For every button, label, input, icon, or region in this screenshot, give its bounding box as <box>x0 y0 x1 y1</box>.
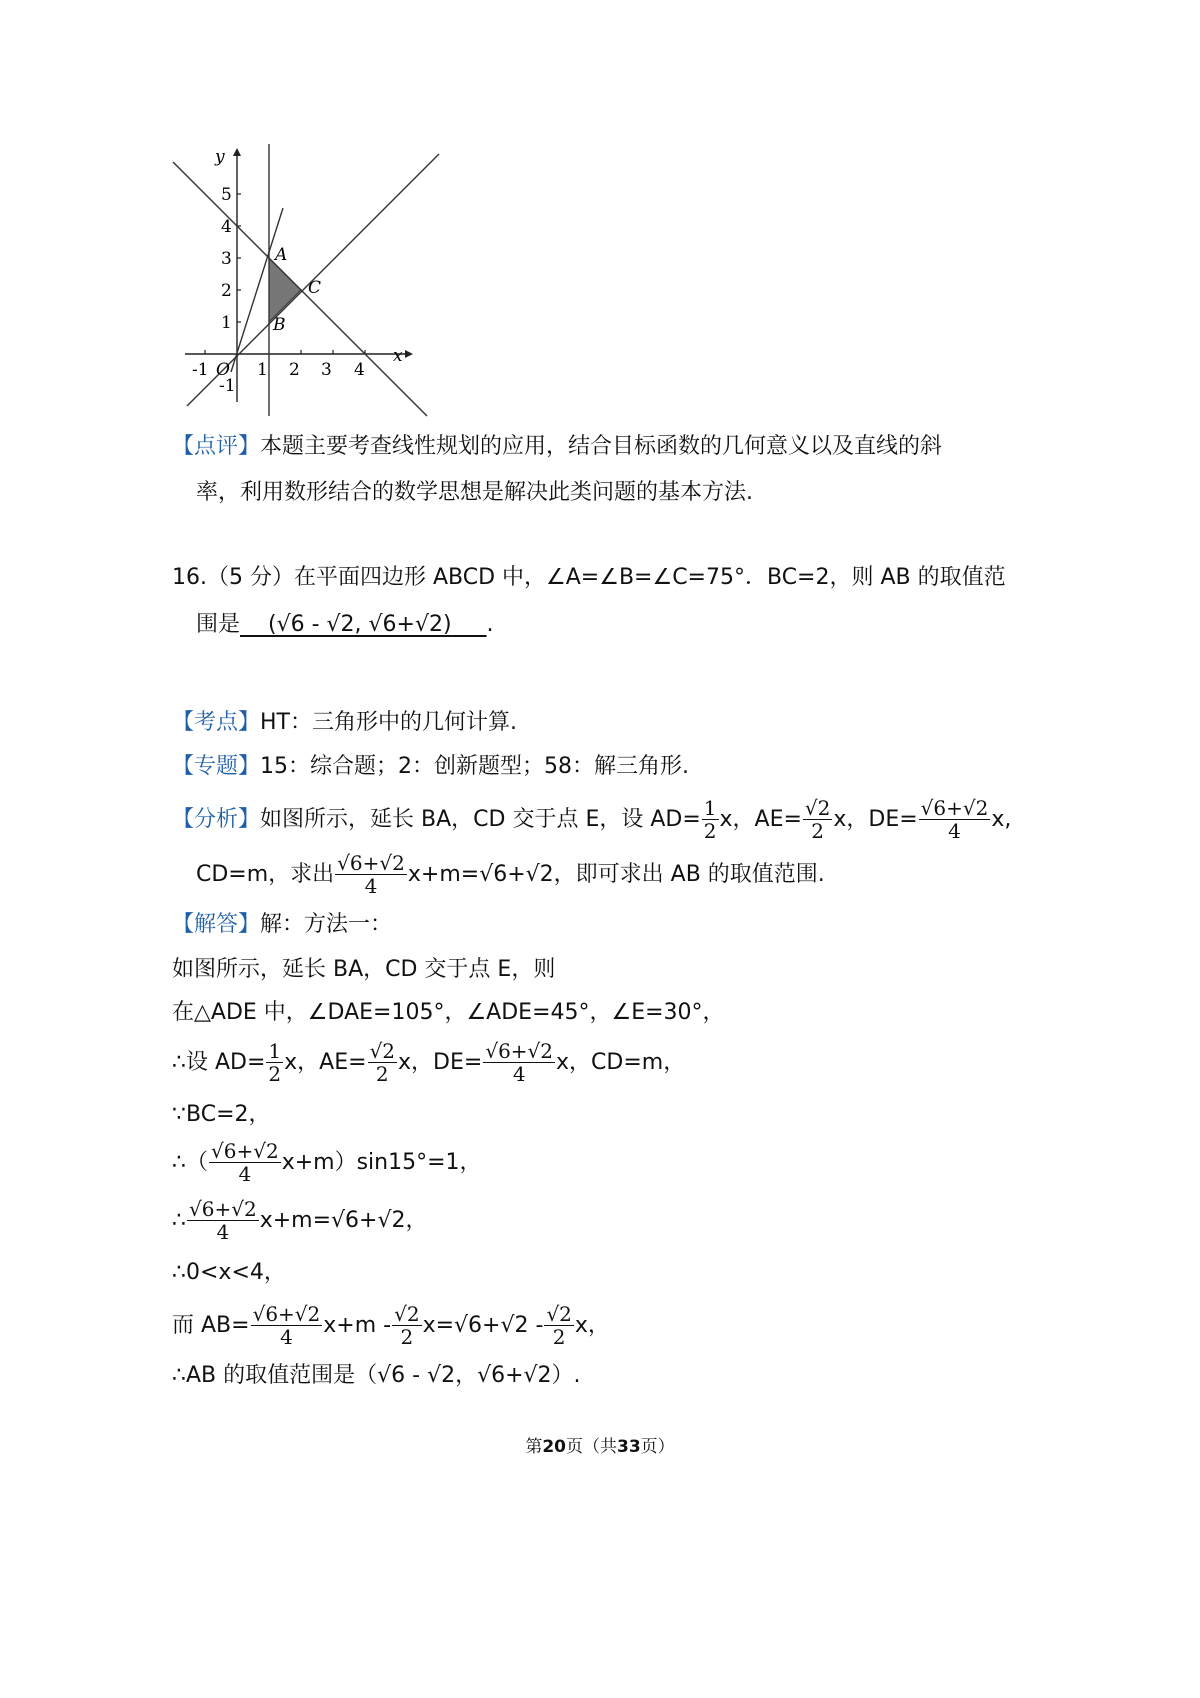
y-tick-label: 5 <box>221 185 232 205</box>
question-16-line-1 <box>172 563 1006 593</box>
jieda-line-6 <box>172 1198 428 1243</box>
answer-blank <box>240 612 487 637</box>
jieda-text: ∴0<x<4， <box>172 1260 286 1285</box>
review-text-1: 本题主要考查线性规划的应用，结合目标函数的几何意义以及直线的斜 <box>260 434 943 459</box>
question-16-text: 16.（5 分）在平面四边形 ABCD 中，∠A=∠B=∠C=75°．BC=2，则 AB 的取值范 <box>172 565 1006 590</box>
fenxi-line-1 <box>172 797 1011 842</box>
frac-den: 2 <box>400 1325 414 1349</box>
frac-num: √6+√2 <box>920 796 989 820</box>
y-axis-arrow-icon <box>233 148 241 156</box>
jieda-line-5 <box>172 1140 482 1185</box>
answer-value: (√6 - √2, √6+√2) <box>268 612 452 637</box>
point-label-c: C <box>308 278 322 298</box>
frac-den: 4 <box>280 1325 293 1349</box>
frac-num: √6+√2 <box>337 851 405 875</box>
page-footer <box>0 1432 1200 1457</box>
frac-den: 4 <box>512 1062 526 1086</box>
fenxi-text-c: x，DE= <box>833 806 918 832</box>
y-tick-label: 3 <box>221 249 232 269</box>
jieda-line-9 <box>172 1361 581 1391</box>
fraction-root2-over-2 <box>544 1303 573 1348</box>
frac-den: 4 <box>216 1220 230 1244</box>
frac-den: 2 <box>552 1325 566 1349</box>
fraction-root2-over-2 <box>392 1303 421 1348</box>
frac-den: 4 <box>364 874 378 898</box>
fenxi-text-a: 如图所示，延长 BA，CD 交于点 E，设 AD= <box>260 806 701 832</box>
frac-den: 2 <box>375 1062 389 1086</box>
footer-text: 第 <box>525 1437 543 1457</box>
fraction-root6-plus-root2-over-4 <box>209 1140 281 1185</box>
jieda-text: ∴设 AD= <box>172 1049 266 1075</box>
fraction-root6-plus-root2-over-4 <box>483 1040 555 1085</box>
x-tick-label: 2 <box>289 360 300 380</box>
y-tick-label: 4 <box>221 217 232 237</box>
zhuanti-text: 15：综合题；2：创新题型；58：解三角形. <box>260 754 689 779</box>
question-16-suffix: . <box>486 612 494 637</box>
point-label-b: B <box>273 315 286 335</box>
jieda-line-1 <box>172 955 555 985</box>
y-tick-label: 2 <box>221 281 232 301</box>
footer-text: 页（共 <box>566 1437 617 1457</box>
frac-den: 4 <box>948 819 961 843</box>
jieda-text: 在△ADE 中，∠DAE=105°，∠ADE=45°，∠E=30°， <box>172 1000 725 1025</box>
question-16-line-2 <box>196 610 494 640</box>
frac-num: 1 <box>703 796 717 820</box>
jieda-text: x+m）sin15°=1， <box>281 1149 482 1175</box>
jieda-tag: 【解答】 <box>172 912 261 937</box>
fenxi-line2-a: CD=m，求出 <box>196 861 335 887</box>
zhuanti-tag: 【专题】 <box>172 754 261 779</box>
origin-label: O <box>216 360 230 380</box>
frac-num: √2 <box>369 1039 396 1063</box>
point-label-a: A <box>275 245 288 265</box>
jieda-line-3 <box>172 1040 685 1085</box>
review-text-2: 率，利用数形结合的数学思想是解决此类问题的基本方法. <box>196 480 753 505</box>
jieda-line-2 <box>172 998 725 1028</box>
review-line-2 <box>196 478 753 508</box>
fraction-root6-plus-root2-over-4 <box>335 852 407 897</box>
kaodian-line <box>172 708 517 738</box>
x-tick-label: 4 <box>354 360 365 380</box>
fenxi-tag: 【分析】 <box>172 806 261 832</box>
line-x-plus-y-eq-4 <box>173 162 427 416</box>
jieda-text: x=√6+√2 - <box>422 1312 544 1338</box>
frac-num: √6+√2 <box>189 1197 257 1221</box>
jieda-head: 解：方法一： <box>260 912 393 937</box>
page-total: 33 <box>617 1437 641 1457</box>
review-tag: 【点评】 <box>172 434 261 459</box>
jieda-text: ∴ <box>172 1207 186 1233</box>
frac-num: √2 <box>546 1302 572 1326</box>
fenxi-text-b: x，AE= <box>719 806 802 832</box>
fraction-root2-over-2 <box>368 1040 397 1085</box>
frac-num: √6+√2 <box>485 1039 554 1063</box>
question-16-prefix: 围是 <box>196 612 241 637</box>
jieda-text: x，AE= <box>284 1049 367 1075</box>
frac-den: 4 <box>238 1162 252 1186</box>
fraction-root2-over-2 <box>803 797 832 842</box>
jieda-line-4 <box>172 1100 271 1130</box>
frac-num: √6+√2 <box>252 1302 321 1326</box>
jieda-head-line <box>172 910 392 940</box>
fraction-root6-plus-root2-over-4 <box>251 1303 323 1348</box>
x-axis-arrow-icon <box>405 350 413 358</box>
zhuanti-line <box>172 752 689 782</box>
fenxi-line2-b: x+m=√6+√2，即可求出 AB 的取值范围. <box>407 861 825 887</box>
feasible-region <box>269 258 301 322</box>
jieda-text: ∵BC=2， <box>172 1102 271 1127</box>
axis-label-y: y <box>215 147 225 167</box>
page-number: 20 <box>542 1437 566 1457</box>
x-tick-label: 3 <box>321 360 332 380</box>
jieda-text: x+m - <box>323 1312 392 1338</box>
x-tick-label: -1 <box>192 360 209 380</box>
fraction-one-half <box>266 1040 283 1085</box>
y-tick-label: 1 <box>221 313 232 333</box>
jieda-text: x，CD=m， <box>556 1049 686 1075</box>
frac-den: 2 <box>703 819 717 843</box>
frac-num: √2 <box>394 1302 420 1326</box>
frac-den: 2 <box>811 819 824 843</box>
fenxi-text-d: x, <box>991 806 1012 832</box>
footer-text: 页） <box>640 1437 675 1457</box>
frac-num: 1 <box>268 1039 282 1063</box>
frac-den: 2 <box>268 1062 282 1086</box>
kaodian-text: HT：三角形中的几何计算. <box>260 710 517 735</box>
jieda-text: x+m=√6+√2， <box>259 1207 428 1233</box>
fraction-one-half <box>702 797 719 842</box>
fraction-root6-plus-root2-over-4 <box>919 797 991 842</box>
frac-num: √6+√2 <box>211 1139 279 1163</box>
jieda-text: x， <box>574 1312 610 1338</box>
y-tick-label: -1 <box>219 376 236 396</box>
jieda-text: ∴AB 的取值范围是（√6 - √2，√6+√2）. <box>172 1363 581 1388</box>
jieda-line-8 <box>172 1303 610 1348</box>
linear-programming-figure <box>165 140 455 430</box>
x-tick-label: 1 <box>257 360 268 380</box>
frac-num: √2 <box>804 796 831 820</box>
jieda-text: x，DE= <box>398 1049 483 1075</box>
jieda-line-7 <box>172 1258 286 1288</box>
fenxi-line-2 <box>196 852 825 897</box>
jieda-text: 如图所示，延长 BA，CD 交于点 E，则 <box>172 957 556 982</box>
jieda-text: 而 AB= <box>172 1312 250 1338</box>
review-line-1 <box>172 432 942 462</box>
axis-label-x: x <box>393 346 403 366</box>
fraction-root6-plus-root2-over-4 <box>187 1198 259 1243</box>
kaodian-tag: 【考点】 <box>172 710 261 735</box>
jieda-text: ∴（ <box>172 1149 208 1175</box>
